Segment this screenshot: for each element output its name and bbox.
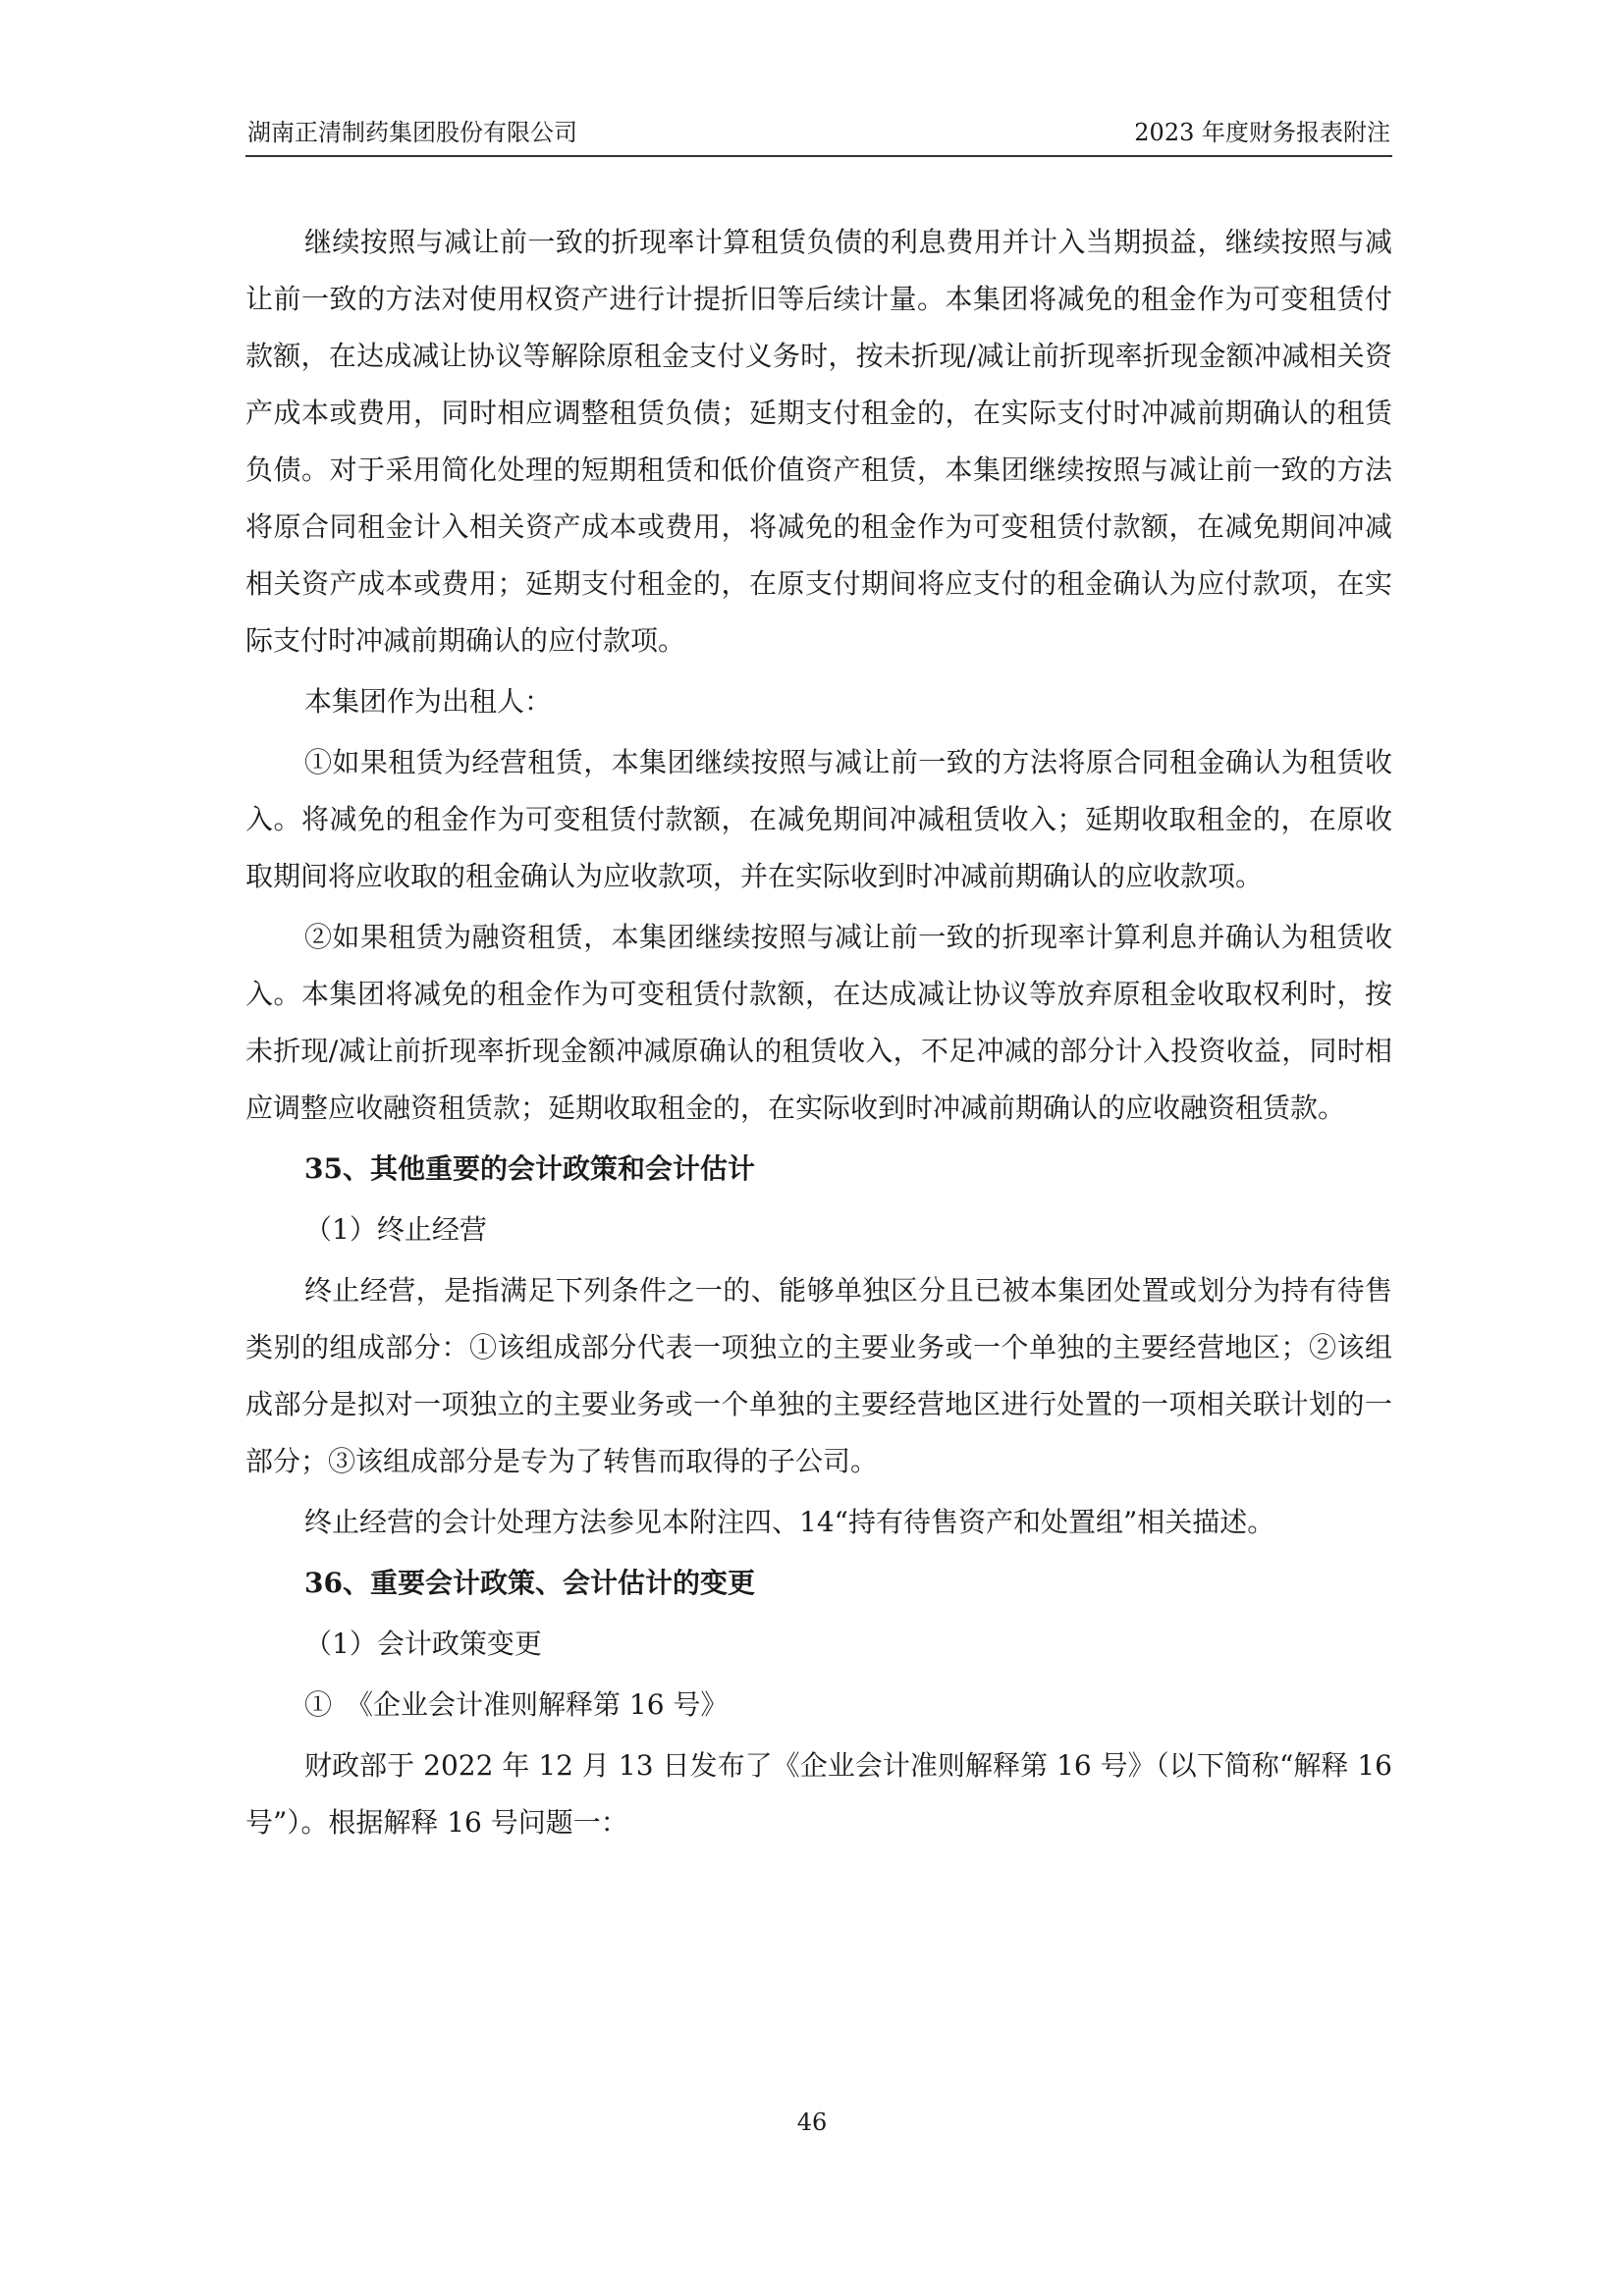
paragraph-discontinued-definition: 终止经营，是指满足下列条件之一的、能够单独区分且已被本集团处置或划分为持有待售类别的组成部分：①该组成部分代表一项独立的主要业务或一个单独的主要经营地区；②该组成部分是拟对一项独立的主要业务或一个单独的主要经营地区进行处置的一项相关联计划的一部分；③该组成部分是专为了转售而取得的子公司。 <box>245 1274 1392 1477</box>
header-company-name: 湖南正清制药集团股份有限公司 <box>247 119 577 146</box>
item-interpretation-16: ① 《企业会计准则解释第 16 号》 <box>304 1688 729 1721</box>
header-report-title: 2023 年度财务报表附注 <box>1134 119 1390 146</box>
paragraph-finance-lease: ②如果租赁为融资租赁，本集团继续按照与减让前一致的折现率计算利息并确认为租赁收入。本集团将减免的租金作为可变租赁付款额，在达成减让协议等放弃原租金收取权利时，按未折现/减让前折现率折现金额冲减原确认的租赁收入，不足冲减的部分计入投资收益，同时相应调整应收融资租赁款；延期收取租金的，在实际收到时冲减前期确认的应收融资租赁款。 <box>245 921 1392 1124</box>
section-heading-35: 35、其他重要的会计政策和会计估计 <box>304 1152 755 1185</box>
subheading-policy-changes: （1）会计政策变更 <box>304 1628 542 1660</box>
paragraph-lessor-intro: 本集团作为出租人： <box>304 685 553 718</box>
section-heading-36: 36、重要会计政策、会计估计的变更 <box>304 1567 755 1599</box>
paragraph-lessee-concession: 继续按照与减让前一致的折现率计算租赁负债的利息费用并计入当期损益，继续按照与减让前一致的方法对使用权资产进行计提折旧等后续计量。本集团将减免的租金作为可变租赁付款额，在达成减让协议等解除原租金支付义务时，按未折现/减让前折现率折现金额冲减相关资产成本或费用，同时相应调整租赁负债；延期支付租金的，在实际支付时冲减前期确认的租赁负债。对于采用简化处理的短期租赁和低价值资产租赁，本集团继续按照与减让前一致的方法将原合同租金计入相关资产成本或费用，将减免的租金作为可变租赁付款额，在减免期间冲减相关资产成本或费用；延期支付租金的，在原支付期间将应支付的租金确认为应付款项，在实际支付时冲减前期确认的应付款项。 <box>245 226 1392 657</box>
subheading-discontinued-operations: （1）终止经营 <box>304 1213 487 1246</box>
page-header <box>245 110 1392 157</box>
page-number: 46 <box>796 2109 828 2136</box>
page-body <box>245 214 1392 1851</box>
paragraph-operating-lease: ①如果租赁为经营租赁，本集团继续按照与减让前一致的方法将原合同租金确认为租赁收入。将减免的租金作为可变租赁付款额，在减免期间冲减租赁收入；延期收取租金的，在原收取期间将应收取的租金确认为应收款项，并在实际收到时冲减前期确认的应收款项。 <box>245 746 1392 892</box>
paragraph-discontinued-reference: 终止经营的会计处理方法参见本附注四、14“持有待售资产和处置组”相关描述。 <box>304 1506 1275 1538</box>
paragraph-interpretation-16: 财政部于 2022 年 12 月 13 日发布了《企业会计准则解释第 16 号》（以下简称“解释 16 号”）。根据解释 16 号问题一： <box>245 1749 1392 1839</box>
